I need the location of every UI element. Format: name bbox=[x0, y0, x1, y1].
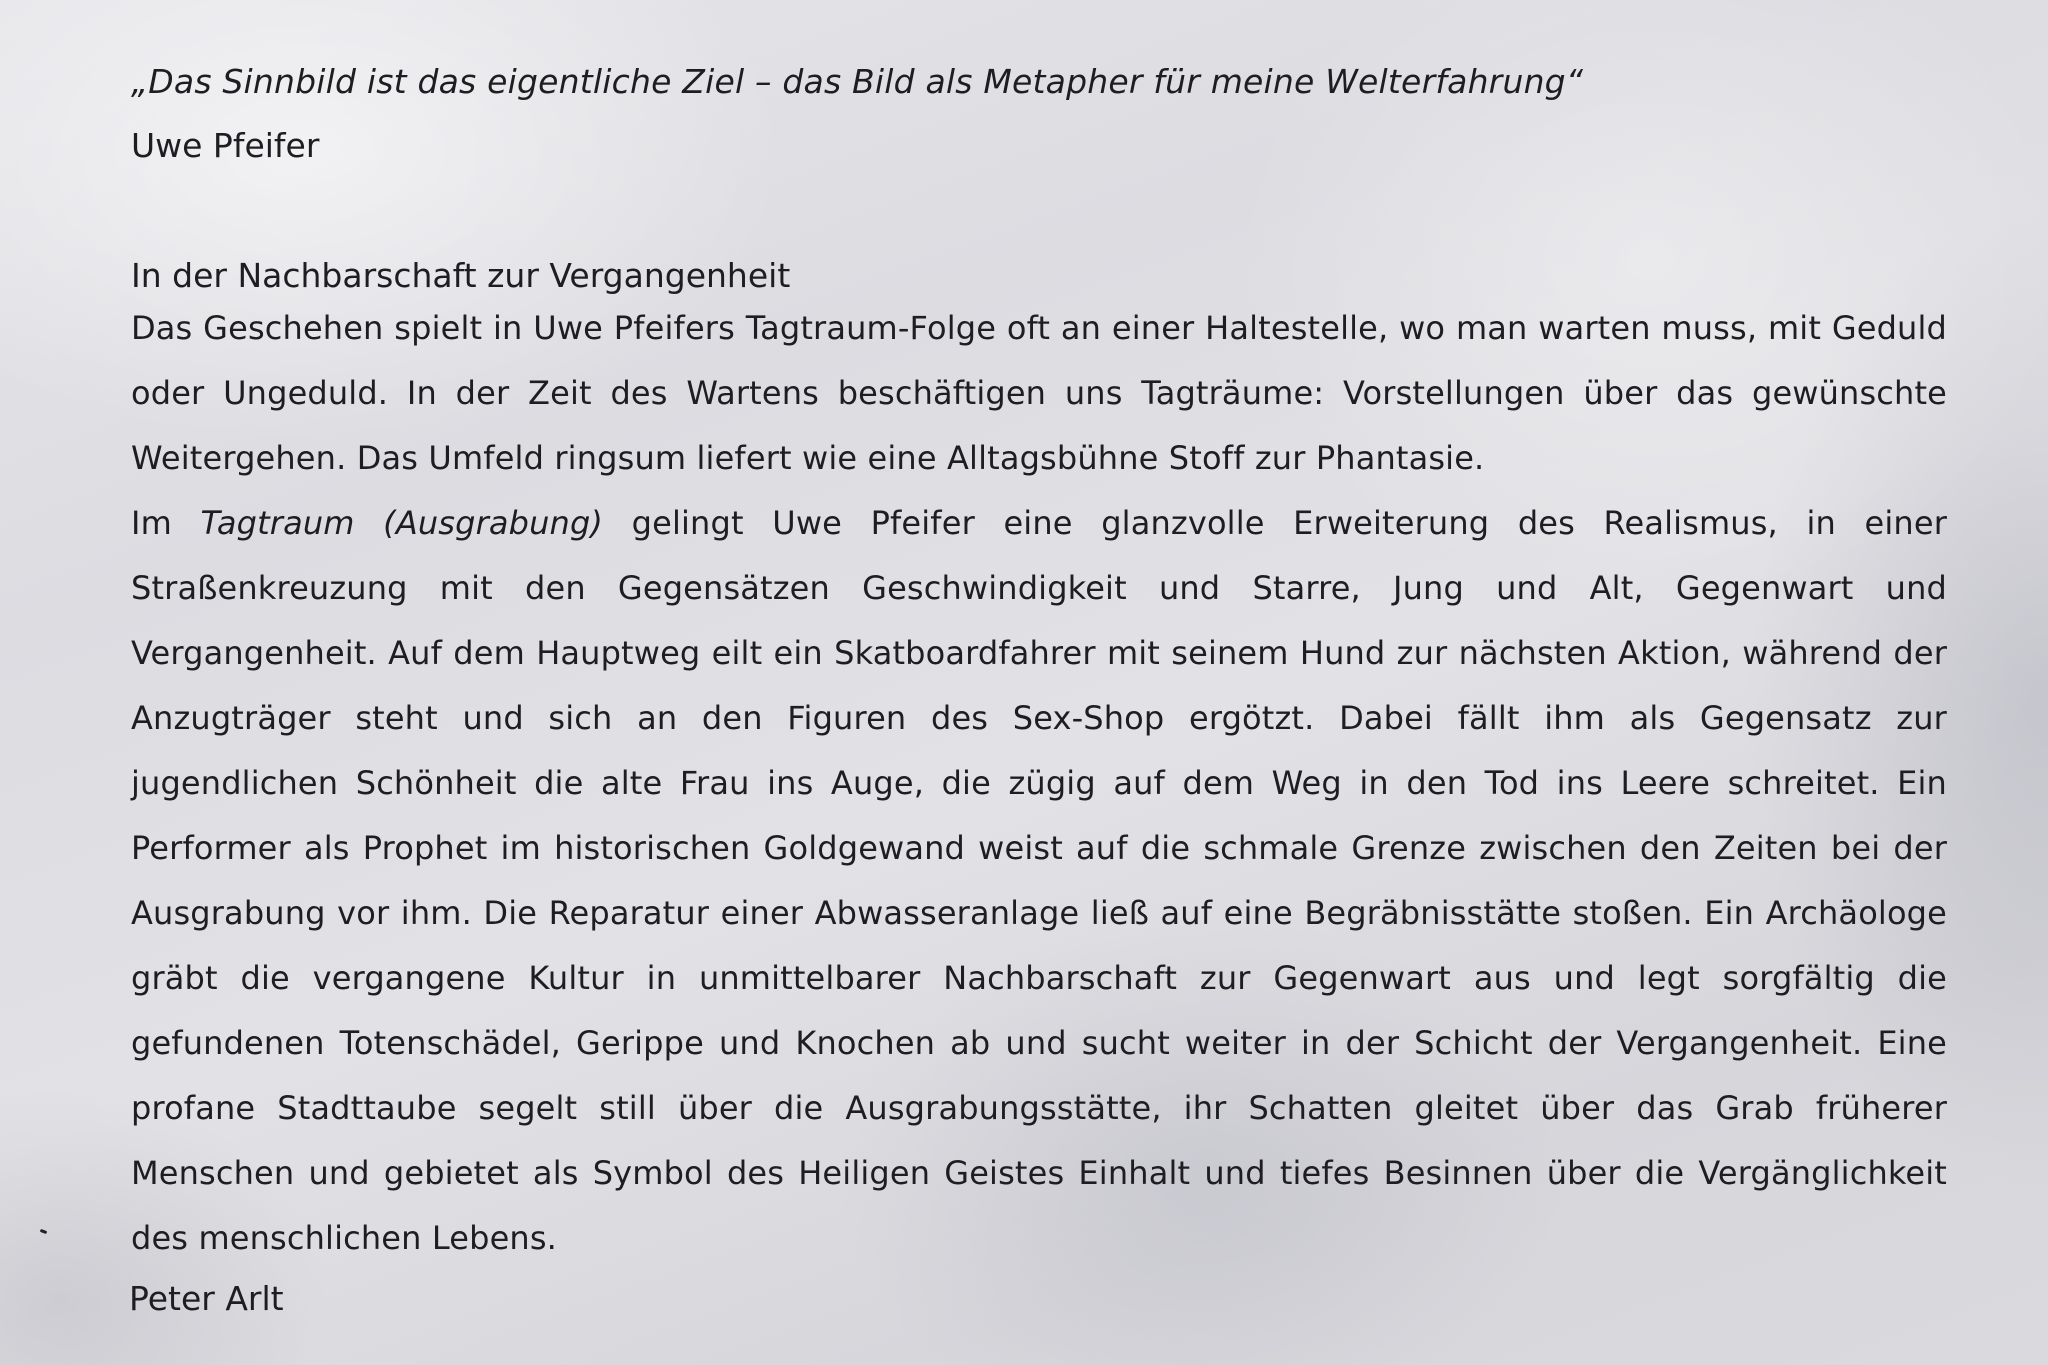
paragraph-body: gelingt Uwe Pfeifer eine glanzvolle Erweiterung des Realismus, in einer Straßenkreuzung mit den Gegensätzen Geschwindigkeit und Starre, Jung und Alt, Gegenwart und Vergangenheit. Auf dem Hauptweg eilt ein Skatboardfahrer mit seinem Hund zur nächsten Aktion, während der Anzugträger steht und sich an den Figuren des Sex-Shop ergötzt. Dabei fällt ihm als Gegensatz zur jugendlichen Schönheit die alte Frau ins Auge, die zügig auf dem Weg in den Tod ins Leere schreitet. Ein Performer als Prophet im historischen Goldgewand weist auf die schmale Grenze zwischen den Zeiten bei der Ausgrabung vor ihm. Die Reparatur einer Abwasseranlage ließ auf eine Begräbnisstätte stoßen. Ein Archäologe gräbt die vergangene Kultur in unmittelbarer Nachbarschaft zur Gegenwart aus und legt sorgfältig die gefundenen Totenschädel, Gerippe und Knochen ab und sucht weiter in der Schicht der Vergangenheit. Eine profane Stadttaube segelt still über die Ausgrabungsstätte, ihr Schatten gleitet über das Grab früherer Menschen und gebietet als Symbol des Heiligen Geistes Einhalt und tiefes Besinnen über die Vergänglichkeit des menschlichen Lebens. bbox=[131, 504, 1948, 1257]
paragraph-main bbox=[131, 491, 1947, 1271]
quote-author: Uwe Pfeifer bbox=[131, 126, 320, 165]
paragraph-lead: Im bbox=[131, 504, 201, 542]
artwork-title: Tagtraum (Ausgrabung) bbox=[200, 504, 604, 542]
paragraph-intro: Das Geschehen spielt in Uwe Pfeifers Tagtraum-Folge oft an einer Haltestelle, wo man warten muss, mit Geduld oder Ungeduld. In der Zeit des Wartens beschäftigen uns Tagträume: Vorstellungen über das gewünschte Weitergehen. Das Umfeld ringsum liefert wie eine Alltagsbühne Stoff zur Phantasie. bbox=[131, 309, 1947, 477]
signature: Peter Arlt bbox=[129, 1279, 284, 1318]
text-panel bbox=[131, 62, 1947, 1319]
paper-speck bbox=[40, 1229, 48, 1234]
section-heading: In der Nachbarschaft zur Vergangenheit bbox=[131, 256, 791, 295]
quote-text: „Das Sinnbild ist das eigentliche Ziel – das Bild als Metapher für meine Welterfahrung“ bbox=[131, 62, 1584, 101]
